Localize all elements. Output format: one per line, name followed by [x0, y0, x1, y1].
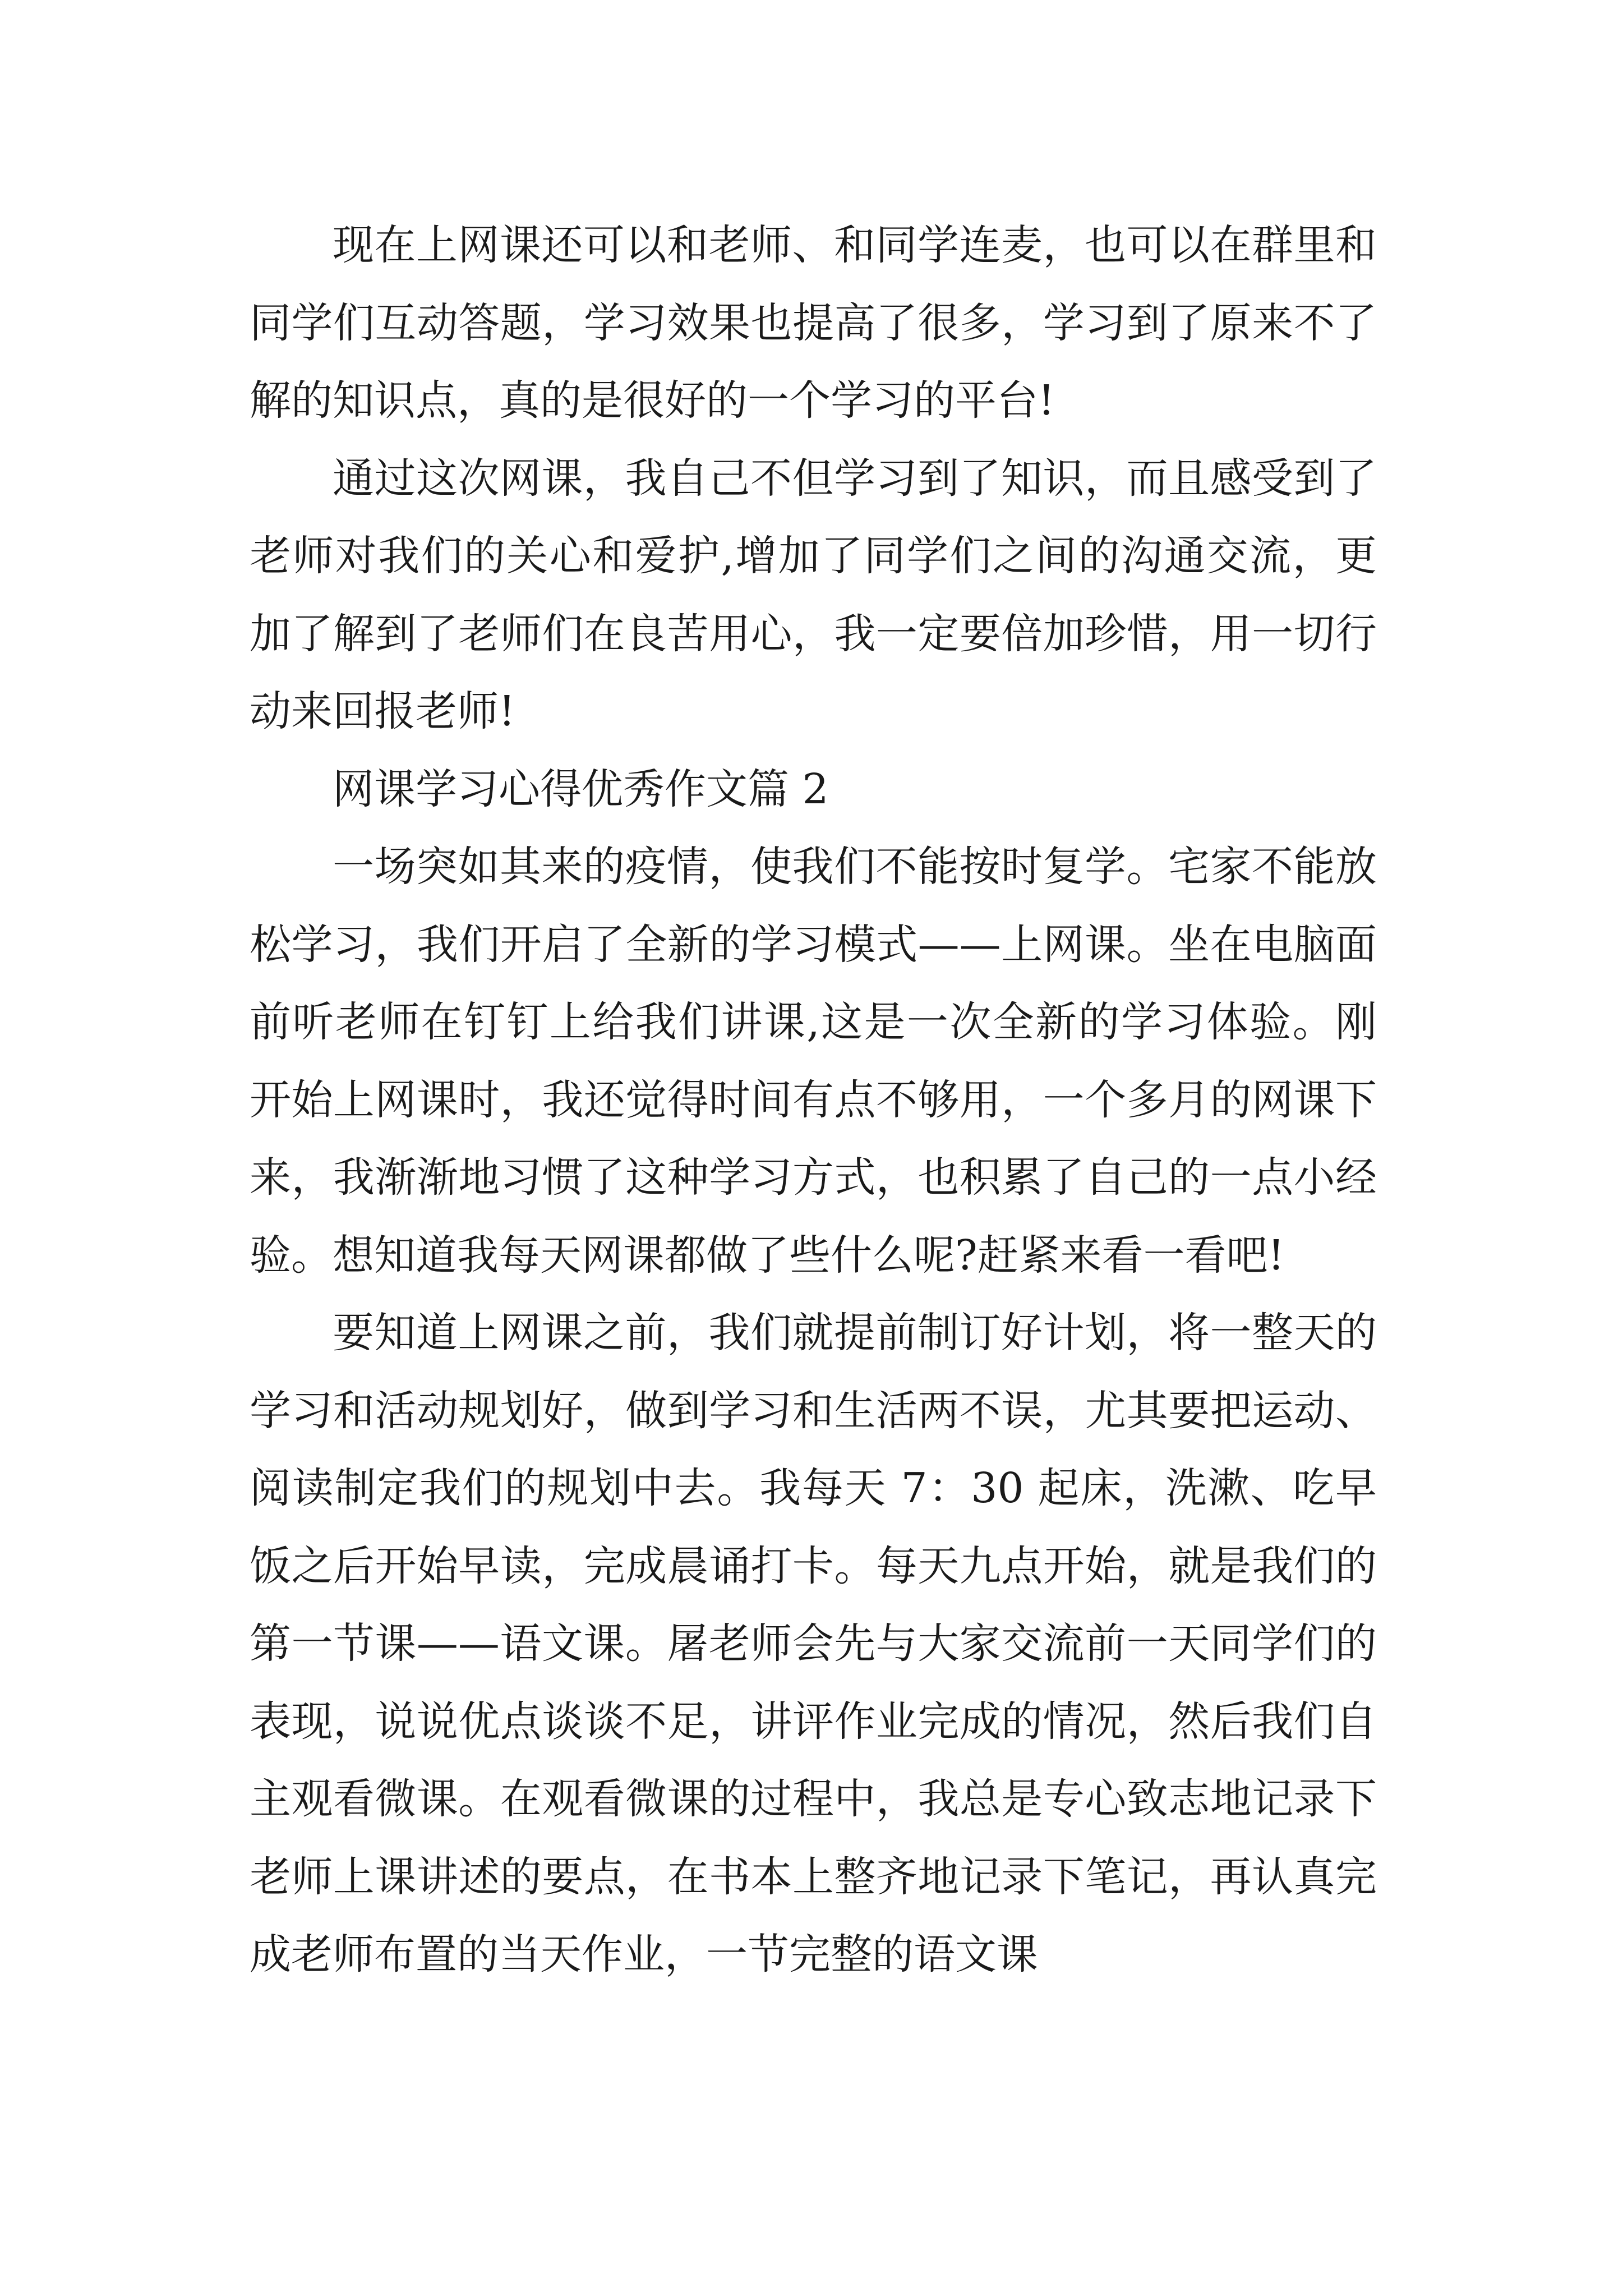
- paragraph: 现在上网课还可以和老师、和同学连麦，也可以在群里和同学们互动答题，学习效果也提高了很多，学习到了原来不了解的知识点，真的是很好的一个学习的平台!: [250, 221, 1377, 425]
- paragraph: 要知道上网课之前，我们就提前制订好计划，将一整天的学习和活动规划好，做到学习和生活两不误，尤其要把运动、阅读制定我们的规划中去。我每天 7：30 起床，洗漱、吃早饭之后开始早读，完成晨诵打卡。每天九点开始，就是我们的第一节课——语文课。屠老师会先与大家交流前一天同学们的表现，说说优点谈谈不足，讲评作业完成的情况，然后我们自主观看微课。在观看微课的过程中，我总是专心致志地记录下老师上课讲述的要点，在书本上整齐地记录下笔记，再认真完成老师布置的当天作业，一节完整的语文课: [250, 1309, 1377, 1978]
- paragraph: 通过这次网课，我自己不但学习到了知识，而且感受到了老师对我们的关心和爱护,增加了同学们之间的沟通交流，更加了解到了老师们在良苦用心，我一定要倍加珍惜，用一切行动来回报老师!: [250, 454, 1377, 735]
- section-title: 网课学习心得优秀作文篇 2: [333, 765, 829, 813]
- paragraph: 一场突如其来的疫情，使我们不能按时复学。宅家不能放松学习，我们开启了全新的学习模式——上网课。坐在电脑面前听老师在钉钉上给我们讲课,这是一次全新的学习体验。刚开始上网课时，我还觉得时间有点不够用，一个多月的网课下来，我渐渐地习惯了这种学习方式，也积累了自己的一点小经验。想知道我每天网课都做了些什么呢?赶紧来看一看吧!: [250, 843, 1377, 1280]
- document-body: [250, 206, 1377, 1994]
